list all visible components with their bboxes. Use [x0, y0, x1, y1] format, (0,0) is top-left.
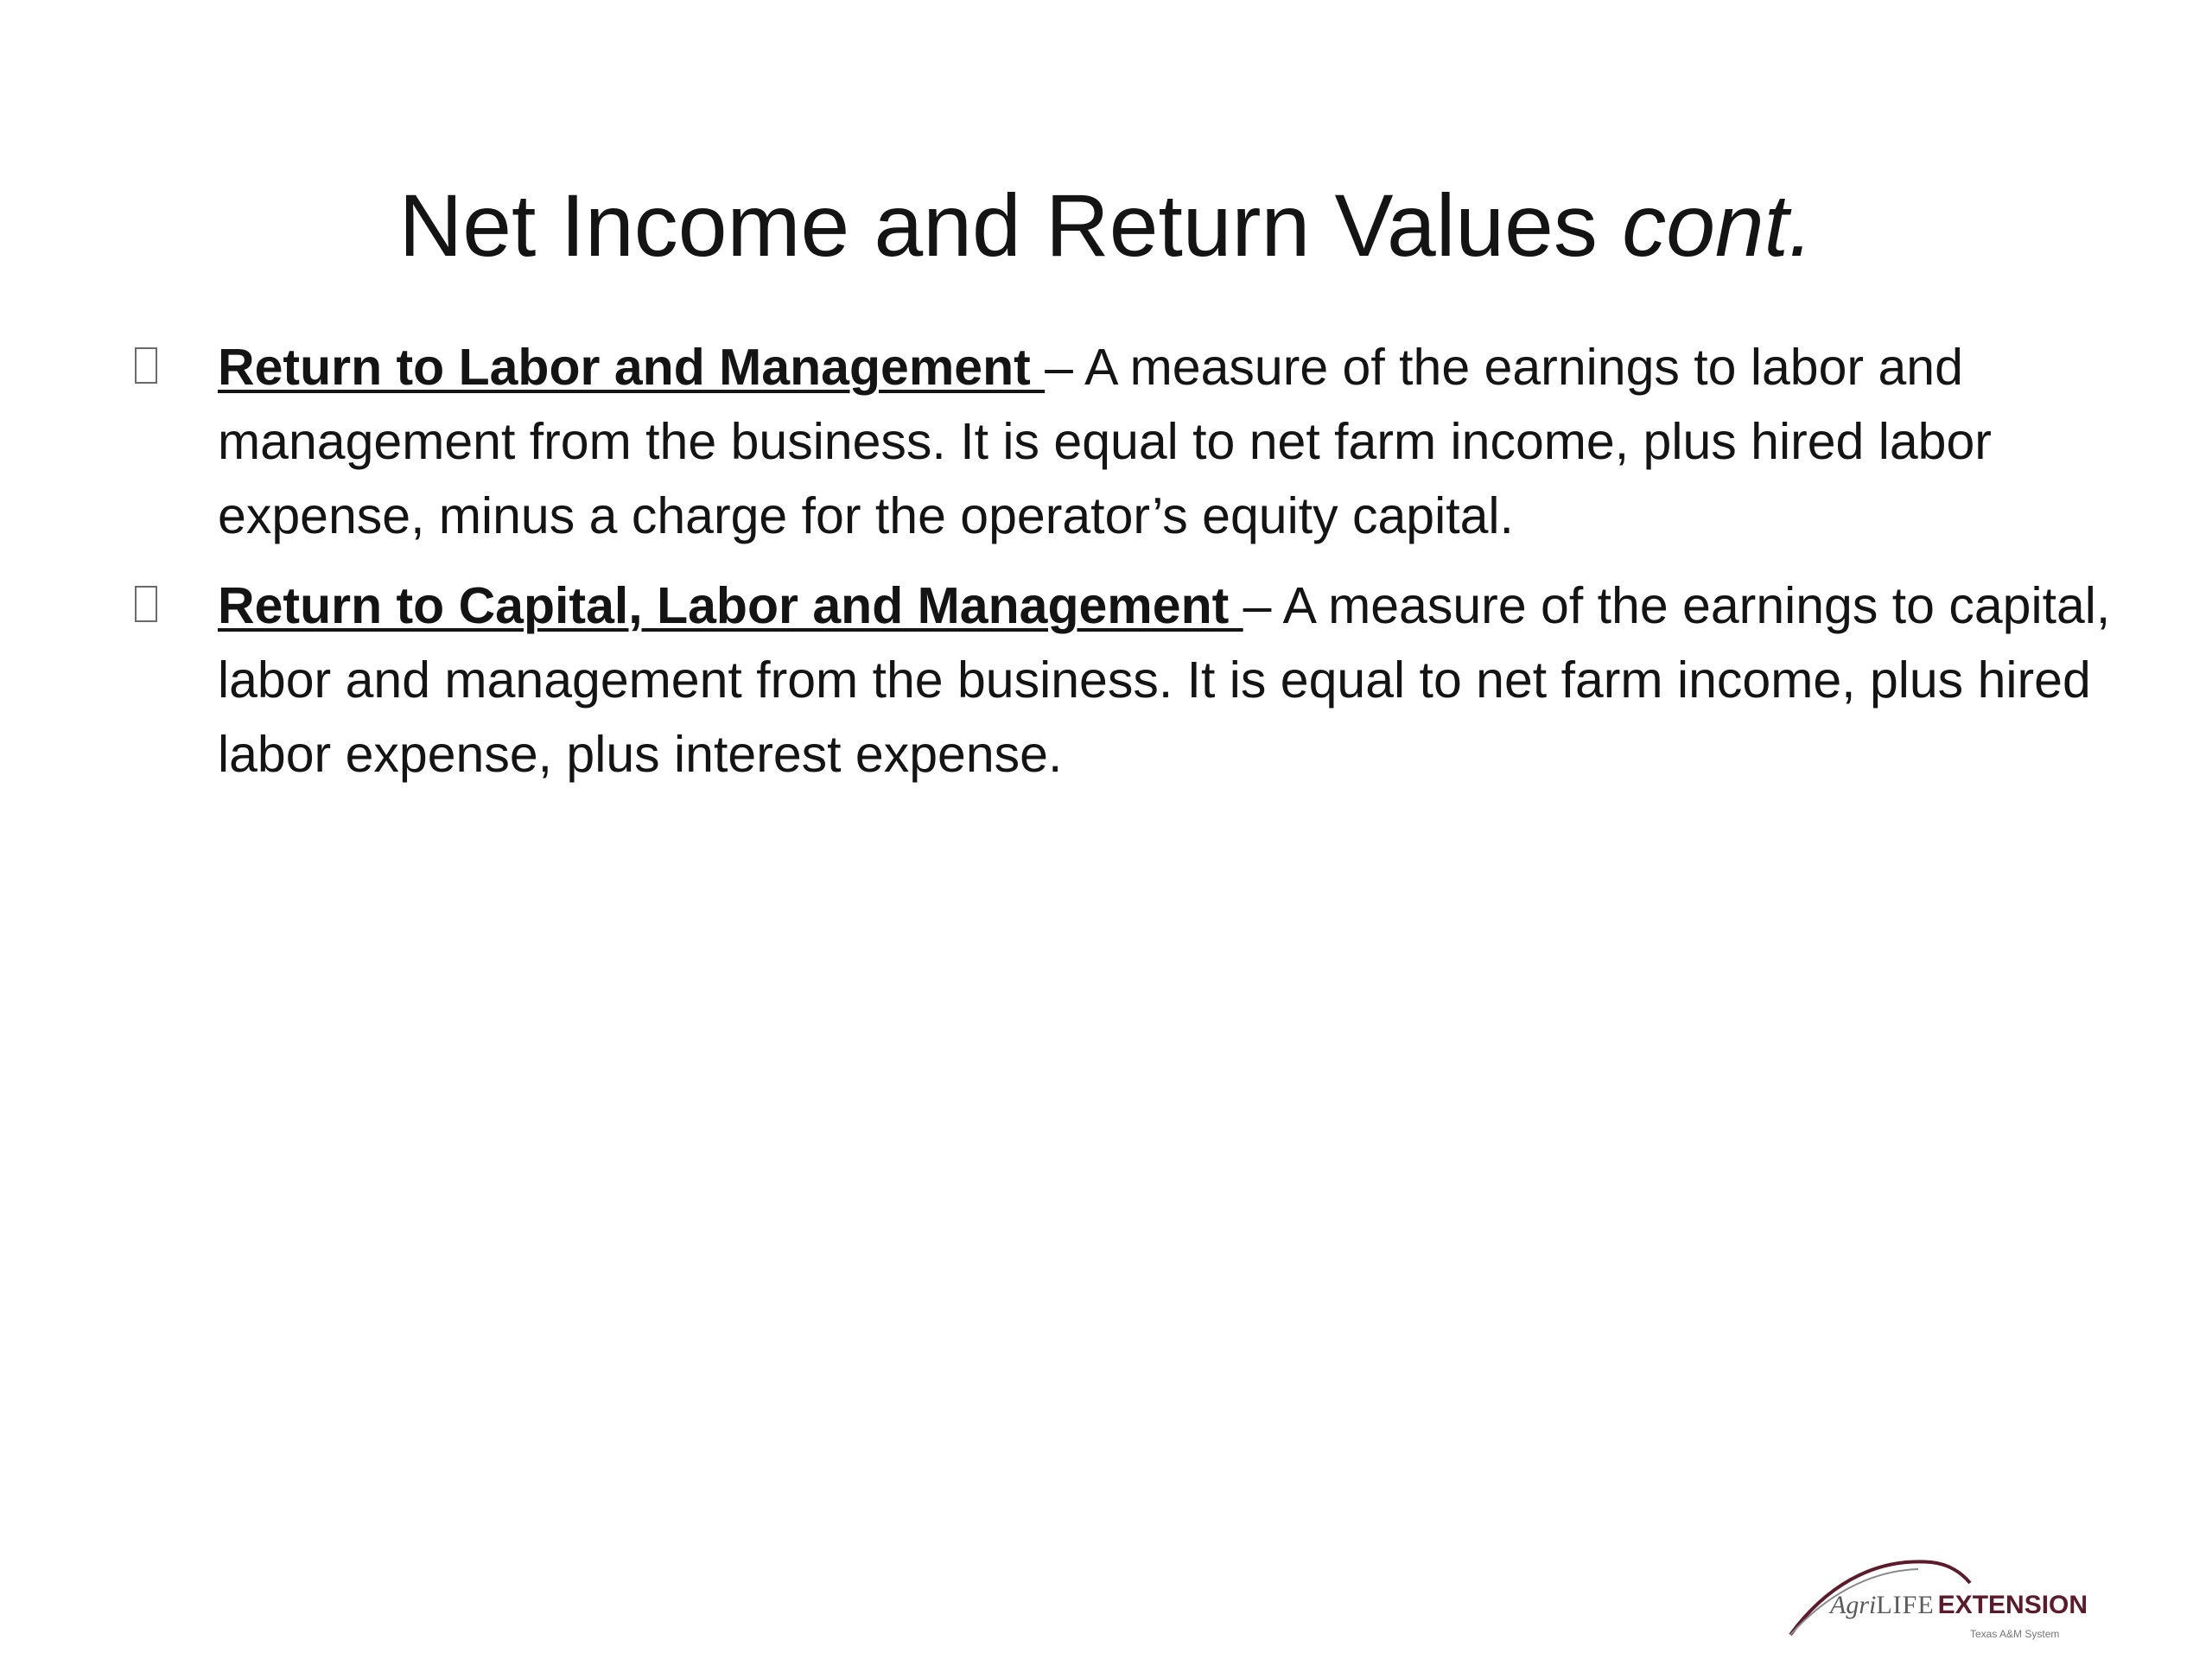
bullet-item [130, 330, 2117, 553]
bullet-box-icon [135, 586, 157, 622]
logo-subtitle: Texas A&M System [1970, 1628, 2060, 1640]
agrilife-extension-logo [1789, 1555, 2088, 1650]
logo-agri: Agri [1830, 1591, 1877, 1619]
slide-title-main: Net Income and Return Values [398, 176, 1598, 276]
bullet-box-icon [135, 347, 157, 384]
bullet-text: – A measure of the earnings to capital, labor and management from the business. It is equal to net farm income, plus hired labor expense, plus interest expense. [218, 577, 2111, 783]
logo-extension: EXTENSION [1937, 1591, 2088, 1619]
bullet-list [130, 330, 2117, 807]
bullet-item [130, 569, 2117, 791]
bullet-term: Return to Capital, Labor and Management [218, 577, 1243, 634]
logo-life: LIFE [1876, 1591, 1935, 1619]
slide-title-suffix: cont. [1622, 176, 1814, 276]
slide-title [0, 169, 2212, 282]
logo-wordmark [1830, 1590, 2088, 1621]
bullet-term: Return to Labor and Management [218, 339, 1046, 396]
bullet-text: – A measure of the earnings to labor and management from the business. It is equal to net farm income, plus hired labor expense, minus a charge for the operator’s equity capital. [218, 339, 1992, 544]
